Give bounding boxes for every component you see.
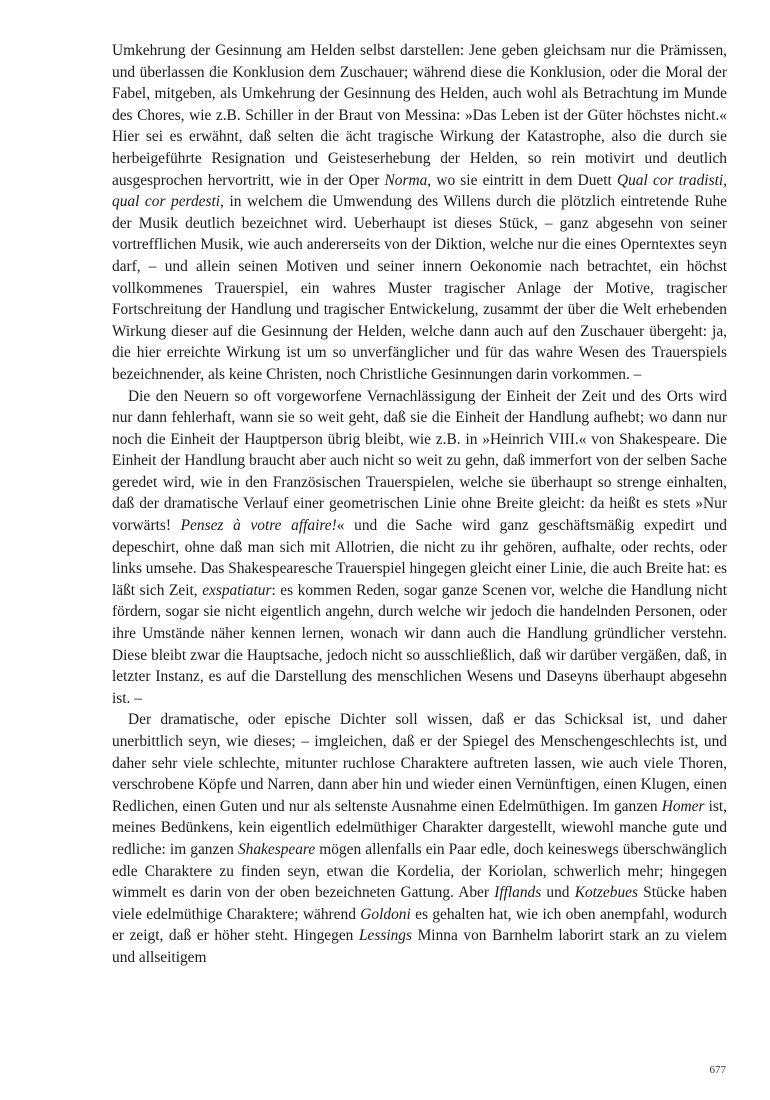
text-segment: Die den Neuern so oft vorgeworfene Vernachlässigung der Einheit der Zeit und des Orts wird nur dann fehlerhaft, wann sie so weit geht, daß sie die Einheit der Handlung aufhebt; wo dann nur noch die Einheit der Hauptperson übrig bleibt, wie z.B. in »Heinrich VIII.« von Shakespeare. Die Einheit der Handlung braucht aber auch nicht so weit zu gehn, daß immerfort von der selben Sache geredet wird, wie in den Französischen Trauerspielen, welche sie überhaupt so strenge einhalten, daß der dramatische Verlauf einer geometrischen Linie ohne Breite gleicht: da heißt es stets »Nur vorwärts! <box>112 387 727 535</box>
text-segment: es gehalten hat, wie ich oben anempfahl, wodurch er zeigt, daß er höher steht. Hingegen <box>112 905 727 945</box>
italic-text-segment: Lessings <box>358 927 412 945</box>
paragraph <box>112 386 727 710</box>
text-segment: , in welchem die Umwendung des Willens durch die plötzlich eintretende Ruhe der Musik deutlich bezeichnet wird. Ueberhaupt ist dieses Stück, – ganz abgesehn von seiner vortrefflichen Musik, wie auch andererseits von der Diktion, welche nur die eines Operntextes seyn darf, – und allein seinen Motiven und seiner innern Oekonomie nach betrachtet, ein höchst vollkommenes Trauerspiel, ein wahres Muster tragischer Anlage der Motive, tragischer Fortschreitung der Handlung und tragischer Entwickelung, zusammt der über die Welt erhebenden Wirkung dieser auf die Gesinnung der Helden, welche dann auch auf den Zuschauer übergeht: ja, die hier erreichte Wirkung ist um so unverfänglicher und für das wahre Wesen des Trauerspiels bezeichnender, als keine Christen, noch Christliche Gesinnungen darin vorkommen. – <box>112 193 727 383</box>
italic-text-segment: Kotzebues <box>574 884 638 902</box>
text-segment: , wo sie eintritt in dem Duett <box>427 171 617 189</box>
page-body <box>112 40 727 969</box>
italic-text-segment: Homer <box>661 797 705 815</box>
page-number: 677 <box>709 1064 726 1076</box>
paragraph <box>112 40 727 386</box>
text-segment: und <box>541 884 575 902</box>
text-segment: : es kommen Reden, sogar ganze Scenen vor, welche die Handlung nicht fördern, sogar sie nicht eigentlich angehn, durch welche wir jedoch die handelnden Personen, oder ihre Umstände näher kennen lernen, wonach wir dann auch die Handlung gründlicher verstehn. Diese bleibt zwar die Hauptsache, jedoch nicht so ausschließlich, daß wir darüber vergäßen, daß, in letzter Instanz, es auf die Darstellung des menschlichen Wesens und Daseyns überhaupt abgesehn ist. – <box>112 581 727 707</box>
text-segment: Umkehrung der Gesinnung am Helden selbst darstellen: Jene geben gleichsam nur die Prämissen, und überlassen die Konklusion dem Zuschauer; während diese die Konklusion, oder die Moral der Fabel, mitgeben, als Umkehrung der Gesinnung des Helden, auch wohl als Betrachtung im Munde des Chores, wie z.B. Schiller in der Braut von Messina: »Das Leben ist der Güter höchstes nicht.« Hier sei es erwähnt, daß selten die ächt tragische Wirkung der Katastrophe, also die durch sie herbeigeführte Resignation und Geisteserhebung der Helden, so rein motivirt und deutlich ausgesprochen hervortritt, wie in der Oper <box>112 42 727 189</box>
text-segment: Stücke haben viele edelmüthige Charaktere; während <box>112 884 727 923</box>
italic-text-segment: Goldoni <box>360 905 411 923</box>
italic-text-segment: Qual cor tradisti, qual cor perdesti <box>112 171 727 211</box>
text-segment: mögen allenfalls ein Paar edle, doch keineswegs überschwänglich edle Charaktere zu finden seyn, etwan die Kordelia, der Koriolan, schwerlich mehr; hingegen wimmelt es darin von der oben bezeichneten Gattung. Aber <box>112 840 727 902</box>
text-segment: « und die Sache wird ganz geschäftsmäßig expedirt und depeschirt, ohne daß man sich mit Allotrien, die nicht zu ihr gehören, aufhalte, oder rechts, oder links umsehe. Das Shakespearesche Trauerspiel hingegen gleicht einer Linie, die auch Breite hat: es läßt sich Zeit, <box>112 517 728 599</box>
italic-text-segment: Shakespeare <box>237 840 316 858</box>
text-segment: Der dramatische, oder epische Dichter soll wissen, daß er das Schicksal ist, und daher unerbittlich seyn, wie dieses; – imgleichen, daß er der Spiegel des Menschengeschlechts ist, und daher sehr viele schlechte, mitunter ruchlose Charaktere auftreten lassen, wie auch viele Thoren, verschrobene Köpfe und Narren, dann aber hin und wieder einen Vernünftigen, einen Klugen, einen Redlichen, einen Guten und nur als seltenste Ausnahme einen Edelmüthigen. Im ganzen <box>112 711 727 815</box>
italic-text-segment: Ifflands <box>494 884 542 902</box>
paragraph <box>112 709 727 968</box>
text-segment: ist, meines Bedünkens, kein eigentlich edelmüthiger Charakter dargestellt, wiewohl manche gute und redliche: im ganzen <box>112 797 727 858</box>
text-segment: Minna von Barnhelm laborirt stark an zu vielem und allseitigem <box>112 927 727 966</box>
italic-text-segment: Pensez à votre affaire! <box>180 517 337 535</box>
italic-text-segment: Norma <box>384 171 428 189</box>
italic-text-segment: exspatiatur <box>202 581 272 599</box>
